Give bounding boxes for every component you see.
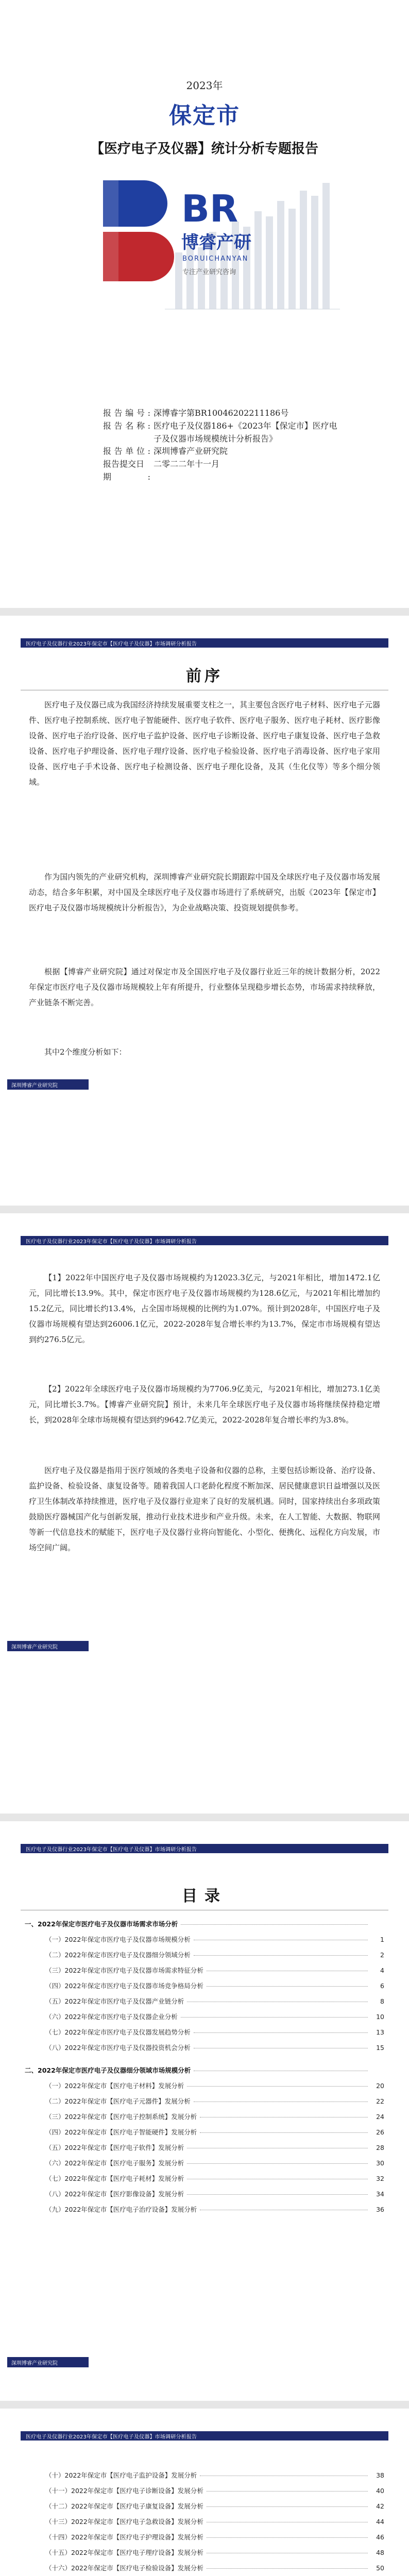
company-band: 深圳博睿产业研究院 <box>7 1641 89 1651</box>
toc-part[interactable]: 二、2022年保定市医疗电子及仪器细分领域市场规模分析 <box>25 2065 384 2081</box>
analysis-paragraph: 【1】2022年中国医疗电子及仪器市场规模约为12023.3亿元，与2021年相比，增加1472.1亿元，同比增长13.9%。其中，保定市医疗电子及仪器市场规模约为128.6亿元，与2021年相比增加约15.2亿元，同比增长约13.4%，占全国市场规模的比例约为1.07%。预计到2028年，中国医疗电子及仪器市场规模有望达到26006.1亿元，2022-2028年复合增长率约为13.7%，保定市市场规模有望达到约276.5亿元。 <box>29 1273 380 1344</box>
toc-entry[interactable]: （十一）2022年保定市【医疗电子诊断设备】发展分析 40 <box>45 2487 384 2495</box>
analysis-paragraph: 医疗电子及仪器是指用于医疗领域的各类电子设备和仪器的总称，主要包括诊断设备、治疗设备、监护设备、检验设备、康复设备等。随着我国人口老龄化程度不断加深、居民健康意识日益增强以及医疗卫生体制改革持续推进，医疗电子及仪器行业迎来了良好的发展机遇。同时，国家持续出台多项政策鼓励医疗器械国产化与创新发展，推动行业技术进步和产业升级。未来，在人工智能、大数据、物联网等新一代信息技术的赋能下，医疗电子及仪器行业将向智能化、小型化、便携化、远程化方向发展，市场空间广阔。 <box>29 1466 380 1552</box>
logo-en-name: BORUICHANYAN <box>182 255 249 263</box>
toc-entry[interactable]: （十三）2022年保定市【医疗电子急救设备】发展分析 44 <box>45 2518 384 2526</box>
analysis-page <box>0 1213 409 1814</box>
preface-paragraph: 根据【博睿产业研究院】通过对保定市及全国医疗电子及仪器行业近三年的统计数据分析，2022年保定市医疗电子及仪器市场规模较上年有所提升，行业整体呈现稳步增长态势，市场需求持续释放，产业链条不断完善。 <box>29 967 380 1007</box>
meta-row: 报告提交日期:二零二二年十一月 <box>103 459 220 482</box>
toc-entry[interactable]: （二）2022年保定市医疗电子及仪器细分领域分析 2 <box>45 1951 384 1959</box>
meta-row: 报告单位: 深圳博睿产业研究院 <box>103 446 228 456</box>
preface-closing: 其中2个维度分析如下： <box>44 1047 127 1057</box>
toc-entry[interactable]: （六）2022年保定市【医疗电子服务】发展分析 30 <box>45 2159 384 2167</box>
toc-entry[interactable]: （六）2022年保定市医疗电子及仪器企业分析 10 <box>45 2013 384 2021</box>
toc-entry[interactable]: （十六）2022年保定市【医疗电子检验设备】发展分析 50 <box>45 2564 384 2572</box>
toc-page <box>0 1821 409 2401</box>
preface-title: 前序 <box>186 667 223 685</box>
toc-entry[interactable]: （二）2022年保定市【医疗电子元器件】发展分析 22 <box>45 2097 384 2105</box>
meta-row: 报告编号: 深博睿字第BR10046202211186号 <box>103 408 289 418</box>
toc-entry[interactable]: （三）2022年保定市医疗电子及仪器市场需求特征分析 4 <box>45 1967 384 1974</box>
toc-entry[interactable]: （三）2022年保定市【医疗电子控制系统】发展分析 24 <box>45 2113 384 2121</box>
cover-page <box>0 0 409 608</box>
toc-entry[interactable]: （十四）2022年保定市【医疗电子护理设备】发展分析 46 <box>45 2533 384 2541</box>
running-header: 医疗电子及仪器行业2023年保定市【医疗电子及仪器】市场调研分析报告 <box>21 638 388 648</box>
running-header: 医疗电子及仪器行业2023年保定市【医疗电子及仪器】市场调研分析报告 <box>21 1844 388 1853</box>
toc-entry[interactable]: （八）2022年保定市医疗电子及仪器投资机会分析 15 <box>45 2044 384 2052</box>
toc-entry[interactable]: （四）2022年保定市【医疗电子智能硬件】发展分析 26 <box>45 2128 384 2136</box>
toc-entry[interactable]: （八）2022年保定市【医疗影像设备】发展分析 34 <box>45 2190 384 2198</box>
toc-entry[interactable]: （五）2022年保定市医疗电子及仪器产业链分析 8 <box>45 1997 384 2005</box>
preface-paragraph: 作为国内领先的产业研究机构，深圳博睿产业研究院长期跟踪中国及全球医疗电子及仪器市场发展动态，结合多年积累，对中国及全球医疗电子及仪器市场进行了系统研究，出版《2023年【保定市】医疗电子及仪器市场规模统计分析报告》，为企业战略决策、投资规划提供参考。 <box>29 872 380 912</box>
running-header: 医疗电子及仪器行业2023年保定市【医疗电子及仪器】市场调研分析报告 <box>21 1236 388 1245</box>
toc-continued-page <box>0 2409 409 2576</box>
company-band: 深圳博睿产业研究院 <box>7 1079 89 1090</box>
toc-list <box>25 2470 384 2576</box>
cover-title: 【医疗电子及仪器】统计分析专题报告 <box>90 141 318 157</box>
toc-entry[interactable]: （七）2022年保定市医疗电子及仪器发展趋势分析 13 <box>45 2028 384 2036</box>
toc-entry[interactable]: （五）2022年保定市【医疗电子软件】发展分析 28 <box>45 2144 384 2151</box>
running-header: 医疗电子及仪器行业2023年保定市【医疗电子及仪器】市场调研分析报告 <box>21 2431 388 2441</box>
toc-entry[interactable]: （四）2022年保定市医疗电子及仪器市场竞争格局分析 6 <box>45 1982 384 1990</box>
toc-list <box>25 1919 384 2220</box>
preface-page <box>0 616 409 1206</box>
cover-year: 2023年 <box>186 79 223 92</box>
toc-part[interactable]: 一、2022年保定市医疗电子及仪器市场需求市场分析 <box>25 1919 384 1935</box>
toc-entry[interactable]: （十五）2022年保定市【医疗电子理疗设备】发展分析 48 <box>45 2549 384 2556</box>
logo-letters: BR <box>181 187 238 230</box>
toc-entry[interactable]: （七）2022年保定市【医疗电子耗材】发展分析 32 <box>45 2175 384 2182</box>
preface-paragraph: 医疗电子及仪器已成为我国经济持续发展重要支柱之一，其主要包含医疗电子材料、医疗电子元器件、医疗电子控制系统、医疗电子智能硬件、医疗电子软件、医疗电子服务、医疗电子耗材、医疗影像设备、医疗电子治疗设备、医疗电子监护设备、医疗电子诊断设备、医疗电子康复设备、医疗电子急救设备、医疗电子护理设备、医疗电子理疗设备、医疗电子检验设备、医疗电子消毒设备、医疗电子家用设备、医疗电子手术设备、医疗电子检测设备、医疗电子理化设备，及其（生化仪等）等多个细分领域。 <box>29 700 380 787</box>
toc-entry[interactable]: （十）2022年保定市【医疗电子监护设备】发展分析 38 <box>45 2471 384 2479</box>
br-logo-icon <box>103 180 174 281</box>
analysis-paragraph: 【2】2022年全球医疗电子及仪器市场规模约为7706.9亿美元，与2021年相比，增加273.1亿美元，同比增长3.7%。【博睿产业研究院】预计，未来几年全球医疗电子及仪器市场将继续保持稳定增长，到2028年全球市场规模有望达到约9642.7亿美元，2022-2028年复合增长率约为3.8%。 <box>29 1384 380 1425</box>
toc-entry[interactable]: （十二）2022年保定市【医疗电子康复设备】发展分析 42 <box>45 2502 384 2510</box>
cover-city: 保定市 <box>169 103 240 129</box>
report-meta <box>103 407 344 484</box>
cover-logo-art <box>46 160 363 325</box>
meta-row: 报告名称: 医疗电子及仪器186+《2023年【保定市】医疗电子及仪器市场规模统计分析报告》 <box>103 420 337 444</box>
toc-entry[interactable]: （一）2022年保定市【医疗电子材料】发展分析 20 <box>45 2082 384 2090</box>
toc-entry[interactable]: （一）2022年保定市医疗电子及仪器市场规模分析 1 <box>45 1936 384 1943</box>
company-band: 深圳博睿产业研究院 <box>7 2357 89 2367</box>
logo-cn-name: 博睿产研 <box>181 232 251 253</box>
logo-tagline: 专注产业研究咨询 <box>182 268 236 276</box>
toc-entry[interactable]: （九）2022年保定市【医疗电子治疗设备】发展分析 36 <box>45 2206 384 2213</box>
toc-title: 目录 <box>182 1887 227 1905</box>
